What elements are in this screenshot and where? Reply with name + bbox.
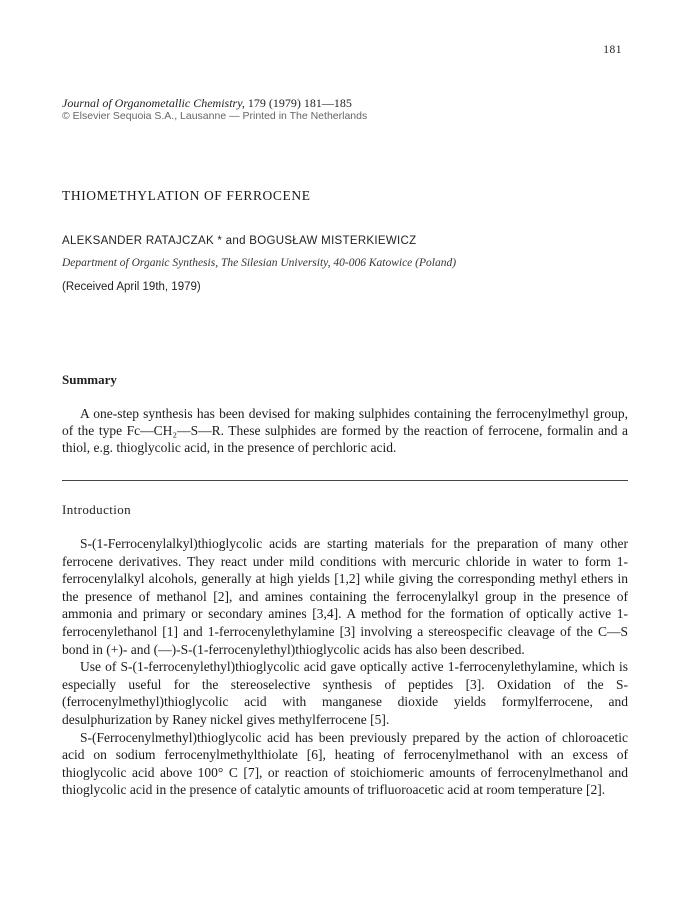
introduction-body — [62, 535, 628, 799]
journal-citation — [62, 96, 352, 111]
article-authors: ALEKSANDER RATAJCZAK * and BOGUSŁAW MISTERKIEWICZ — [62, 235, 417, 247]
intro-paragraph-3: S-(Ferrocenylmethyl)thioglycolic acid has been previously prepared by the action of chloroacetic acid on sodium ferrocenylmethylthiolate [6], heating of ferrocenylmethanol with an excess of thioglycolic acid above 100° C [7], or reaction of stoichiomeric amounts of ferrocenylmethanol and thioglycolic acid in the presence of catalytic amounts of trifluoroacetic acid at room temperature [2]. — [62, 729, 628, 798]
received-date: (Received April 19th, 1979) — [62, 281, 201, 293]
journal-volume-pages: 179 (1979) 181—185 — [244, 96, 352, 110]
introduction-heading: Introduction — [62, 502, 132, 517]
page-number: 181 — [603, 44, 622, 56]
summary-paragraph: A one-step synthesis has been devised for making sulphides containing the ferrocenylmethyl group, of the type Fc—CH₂—S—R. These sulphides are formed by the reaction of ferrocene, formalin and a thiol, e.g. thioglycolic acid, in the presence of perchloric acid. — [62, 406, 628, 455]
copyright-line: © Elsevier Sequoia S.A., Lausanne — Printed in The Netherlands — [62, 110, 368, 122]
article-affiliation: Department of Organic Synthesis, The Silesian University, 40-006 Katowice (Poland) — [62, 257, 457, 269]
article-title: THIOMETHYLATION OF FERROCENE — [62, 188, 311, 203]
intro-paragraph-1: S-(1-Ferrocenylalkyl)thioglycolic acids are starting materials for the preparation of many other ferrocene derivatives. They react under mild conditions with mercuric chloride in water to form 1-ferrocenylalkyl alcohols, generally at high yields [1,2] while giving the corresponding methyl ethers in the presence of methanol [2], and amines containing the ferrocenylalkyl group in the presence of ammonia and primary or secondary amines [3,4]. A method for the formation of optically active 1-ferrocenylethanol [1] and 1-ferrocenylethylamine [3] involving a stereospecific cleavage of the C—S bond in (+)- and (—)-S-(1-ferrocenylethyl)thioglycolic acids has also been described. — [62, 536, 628, 657]
summary-heading: Summary — [62, 372, 117, 387]
section-divider — [62, 480, 628, 481]
intro-paragraph-2: Use of S-(1-ferrocenylethyl)thioglycolic acid gave optically active 1-ferrocenylethylamine, which is especially useful for the stereoselective synthesis of peptides [3]. Oxidation of the S-(ferrocenylmethyl)thioglycolic acid with manganese dioxide yields formylferrocene, and desulphurization by Raney nickel gives methylferrocene [5]. — [62, 659, 628, 727]
summary-body — [62, 405, 628, 456]
journal-name: Journal of Organometallic Chemistry, — [62, 96, 245, 110]
